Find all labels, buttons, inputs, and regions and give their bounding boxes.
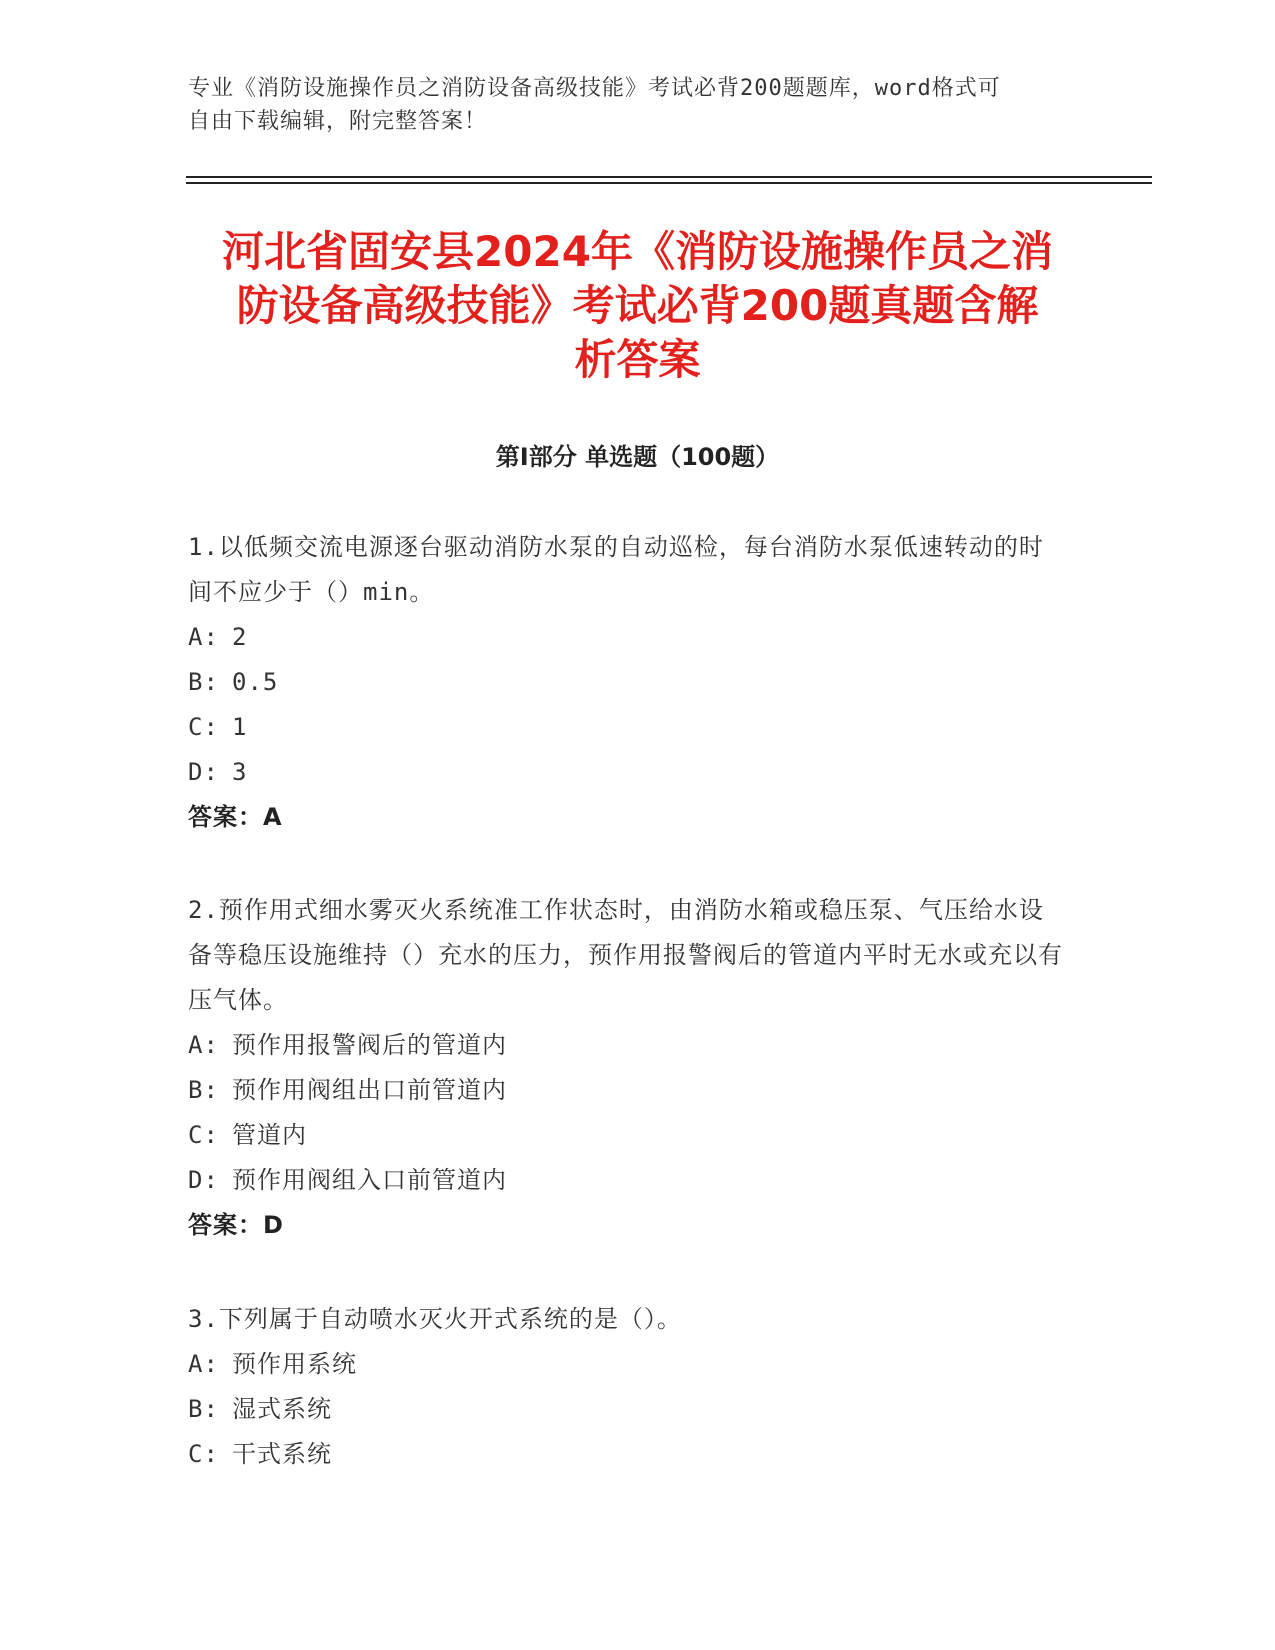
- option-text: 湿式系统: [232, 1395, 332, 1423]
- option-d: [188, 750, 1068, 795]
- header-note: [188, 72, 1068, 138]
- option-key: B:: [188, 1076, 219, 1104]
- option-a: [188, 615, 1068, 660]
- option-key: A:: [188, 1350, 219, 1378]
- option-key: C:: [188, 1121, 219, 1149]
- answer-label: 答案：A: [188, 803, 283, 831]
- option-text: 1: [232, 713, 248, 741]
- option-key: A:: [188, 623, 219, 651]
- option-key: A:: [188, 1031, 219, 1059]
- section-heading: 第Ⅰ部分 单选题（100题）: [495, 443, 780, 471]
- option-key: C:: [188, 1440, 219, 1468]
- option-text: 干式系统: [232, 1440, 332, 1468]
- option-key: C:: [188, 713, 219, 741]
- option-c: [188, 1432, 1068, 1477]
- option-text: 管道内: [232, 1121, 307, 1149]
- question-3: [188, 1297, 1068, 1477]
- option-text: 预作用阀组出口前管道内: [232, 1076, 507, 1104]
- option-key: D:: [188, 758, 219, 786]
- header-note-line-2: 自由下载编辑，附完整答案！: [188, 109, 488, 134]
- question-2: [188, 888, 1068, 1248]
- header-divider-bottom: [186, 182, 1152, 184]
- option-key: D:: [188, 1166, 219, 1194]
- question-1: [188, 525, 1068, 840]
- header-note-line-1: 专业《消防设施操作员之消防设备高级技能》考试必背200题题库，word格式可: [188, 76, 1001, 101]
- document-title-line-1: 河北省固安县2024年《消防设施操作员之消: [222, 227, 1053, 276]
- option-text: 预作用报警阀后的管道内: [232, 1031, 507, 1059]
- option-text: 预作用阀组入口前管道内: [232, 1166, 507, 1194]
- document-title: [150, 225, 1125, 387]
- option-b: [188, 1387, 1068, 1432]
- header-divider-top: [186, 176, 1152, 178]
- question-stem: 2.预作用式细水雾灭火系统准工作状态时，由消防水箱或稳压泵、气压给水设备等稳压设施维持（）充水的压力，预作用报警阀后的管道内平时无水或充以有压气体。: [188, 896, 1063, 1014]
- option-c: [188, 705, 1068, 750]
- option-c: [188, 1113, 1068, 1158]
- option-text: 预作用系统: [232, 1350, 357, 1378]
- option-b: [188, 1068, 1068, 1113]
- option-text: 2: [232, 623, 248, 651]
- option-key: B:: [188, 668, 219, 696]
- option-text: 3: [232, 758, 248, 786]
- option-a: [188, 1342, 1068, 1387]
- document-title-line-3: 析答案: [574, 335, 701, 384]
- option-key: B:: [188, 1395, 219, 1423]
- option-b: [188, 660, 1068, 705]
- option-a: [188, 1023, 1068, 1068]
- question-stem: 1.以低频交流电源逐台驱动消防水泵的自动巡检，每台消防水泵低速转动的时间不应少于（）min。: [188, 533, 1044, 606]
- option-text: 0.5: [232, 668, 279, 696]
- document-title-line-2: 防设备高级技能》考试必背200题真题含解: [236, 281, 1039, 330]
- answer-label: 答案：D: [188, 1211, 284, 1239]
- option-d: [188, 1158, 1068, 1203]
- question-stem: 3.下列属于自动喷水灭火开式系统的是（）。: [188, 1305, 682, 1333]
